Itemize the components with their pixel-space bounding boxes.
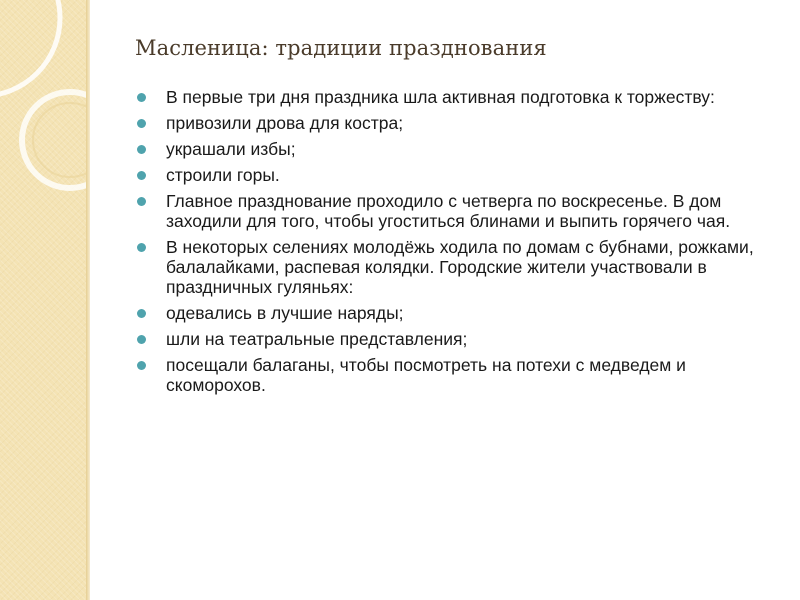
list-item-text: посещали балаганы, чтобы посмотреть на потехи с медведем и скоморохов. [166, 355, 686, 395]
list-item-text: В первые три дня праздника шла активная подготовка к торжеству: [166, 87, 715, 107]
list-item-text: украшали избы; [166, 139, 296, 159]
list-item-text: шли на театральные представления; [166, 329, 468, 349]
list-item-text: Главное празднование проходило с четверга по воскресенье. В дом заходили для того, чтобы угоститься блинами и выпить горячего чая. [166, 191, 731, 231]
decorative-side-band [0, 0, 86, 600]
list-item [137, 329, 767, 349]
list-item-text: В некоторых селениях молодёжь ходила по домам с бубнами, рожками, балалайками, распевая колядки. Городские жители участвовали в праздничных гуляньях: [166, 237, 754, 297]
list-item-text: одевались в лучшие наряды; [166, 303, 404, 323]
band-edge [86, 0, 90, 600]
bullet-icon [137, 335, 146, 344]
bullet-icon [137, 119, 146, 128]
list-item [137, 87, 767, 107]
list-item [137, 303, 767, 323]
bullet-list [137, 87, 767, 401]
bullet-icon [137, 197, 146, 206]
bullet-icon [137, 171, 146, 180]
list-item [137, 139, 767, 159]
list-item [137, 165, 767, 185]
list-item [137, 237, 767, 297]
slide-title: Масленица: традиции празднования [135, 36, 547, 60]
bullet-icon [137, 145, 146, 154]
bullet-icon [137, 243, 146, 252]
list-item [137, 355, 767, 395]
bullet-icon [137, 309, 146, 318]
bullet-icon [137, 361, 146, 370]
list-item-text: привозили дрова для костра; [166, 113, 404, 133]
list-item-text: строили горы. [166, 165, 280, 185]
bullet-icon [137, 93, 146, 102]
decorative-circles [0, 0, 86, 600]
list-item [137, 191, 767, 231]
list-item [137, 113, 767, 133]
